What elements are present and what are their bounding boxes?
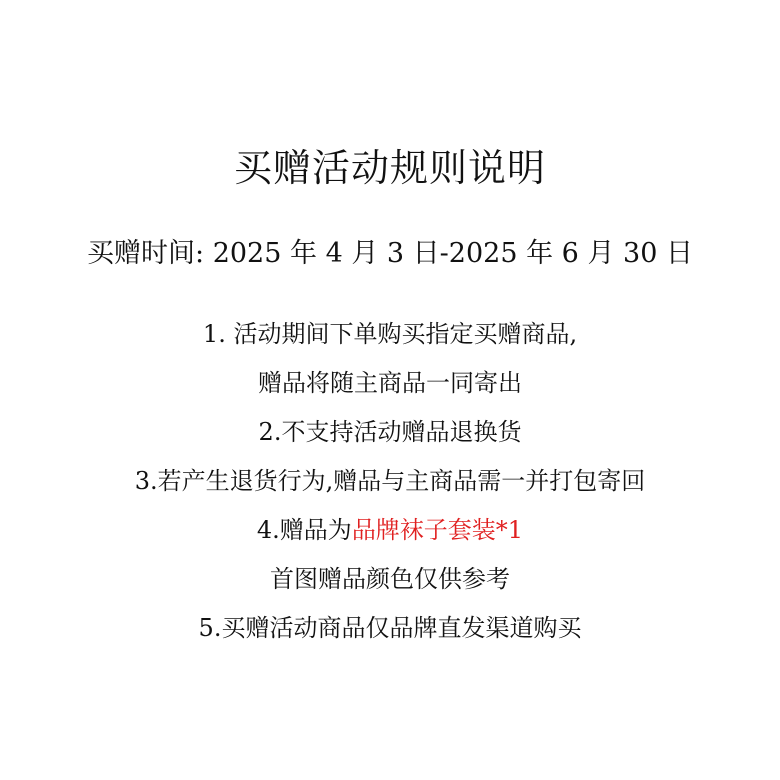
rule-1-line-2: 赠品将随主商品一同寄出 (258, 369, 522, 397)
rule-2: 2.不支持活动赠品退换货 (258, 418, 522, 446)
page-title: 买赠活动规则说明 (233, 146, 546, 190)
rule-1-line-1: 1. 活动期间下单购买指定买赠商品, (202, 320, 578, 348)
rules-list (0, 310, 780, 653)
rule-4-prefix: 4.赠品为 (256, 516, 352, 544)
rule-3: 3.若产生退货行为,赠品与主商品需一并打包寄回 (134, 467, 646, 495)
promotion-period: 买赠时间: 2025 年 4 月 3 日-2025 年 6 月 30 日 (87, 238, 693, 269)
gift-name-highlight: 品牌袜子套装*1 (351, 516, 524, 544)
rule-5: 5.买赠活动商品仅品牌直发渠道购买 (198, 614, 582, 642)
rule-4-note: 首图赠品颜色仅供参考 (270, 565, 510, 593)
rule-4 (0, 506, 780, 555)
